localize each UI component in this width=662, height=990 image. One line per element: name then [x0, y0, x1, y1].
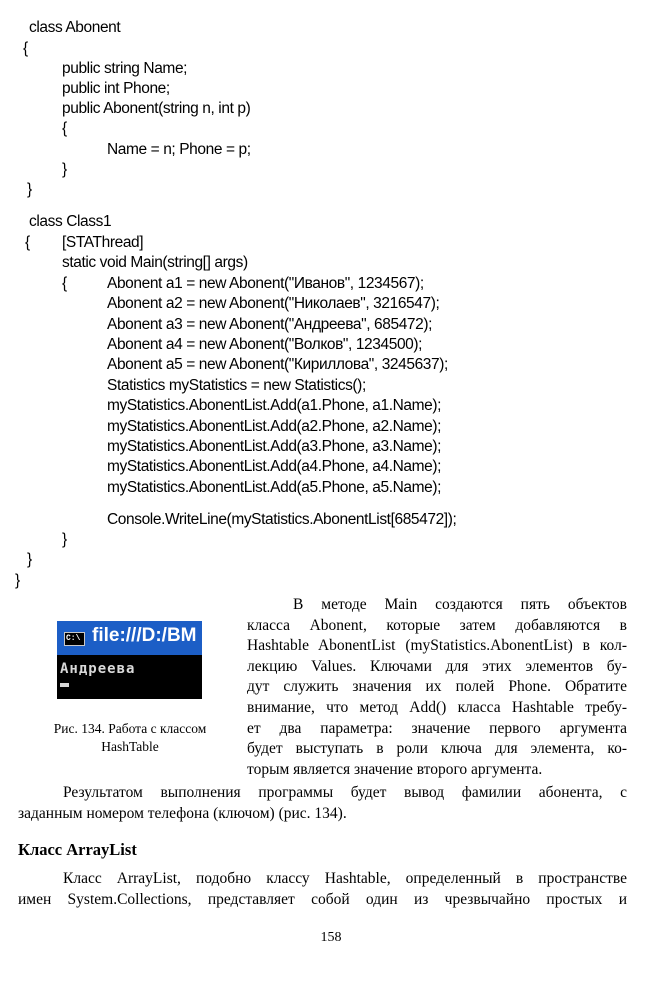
- paragraph-line: внимание, что метод Add() класса Hashtable требу-: [247, 698, 627, 716]
- paragraph-main-description: [247, 595, 627, 780]
- page-number: 158: [320, 930, 342, 945]
- paragraph-line: дут служить значения их полей Phone. Обратите: [247, 678, 627, 696]
- code-line: }: [15, 572, 20, 589]
- console-cursor: [60, 683, 69, 687]
- paragraph-arraylist: [18, 869, 627, 910]
- paragraph-line: Hashtable AbonentList (myStatistics.AbonentList) в кол-: [247, 637, 627, 655]
- paragraph-line: лекцию Values. Ключами для этих элементов бу-: [247, 657, 627, 675]
- section-heading: Класс ArrayList: [18, 840, 137, 859]
- code-line: Abonent a4 = new Abonent("Волков", 1234500);: [107, 336, 423, 353]
- console-screenshot: [57, 621, 202, 699]
- code-line: myStatistics.AbonentList.Add(a5.Phone, a5.Name);: [107, 479, 442, 496]
- code-line: }: [62, 531, 67, 548]
- paragraph-line: Результатом выполнения программы будет вывод фамилии абонента, с: [63, 784, 627, 801]
- paragraph-line: Класс ArrayList, подобно классу Hashtable, определенный в пространстве: [63, 870, 627, 887]
- console-icon: C:\: [64, 632, 85, 646]
- code-line: Abonent a2 = new Abonent("Николаев", 3216547);: [107, 295, 440, 312]
- code-line: Abonent a3 = new Abonent("Андреева", 685472);: [107, 316, 433, 333]
- code-line: public int Phone;: [62, 80, 170, 97]
- code-line: myStatistics.AbonentList.Add(a4.Phone, a4.Name);: [107, 458, 442, 475]
- code-line: public Abonent(string n, int p): [62, 100, 251, 117]
- paragraph-line: класса Abonent, которые затем добавляются в: [247, 616, 627, 634]
- code-line: [STAThread]: [62, 234, 144, 251]
- code-line: {: [62, 120, 67, 137]
- paragraph-line: торым является значение второго аргумента.: [247, 760, 543, 778]
- code-line: class Abonent: [29, 19, 121, 36]
- caption-line: HashTable: [101, 739, 159, 754]
- code-line: }: [27, 181, 32, 198]
- code-line: {: [23, 40, 28, 57]
- code-line: myStatistics.AbonentList.Add(a1.Phone, a1.Name);: [107, 397, 442, 414]
- code-line: myStatistics.AbonentList.Add(a2.Phone, a2.Name);: [107, 418, 442, 435]
- console-output: Андреева: [60, 661, 136, 677]
- code-line: {: [62, 275, 67, 292]
- code-line: public string Name;: [62, 60, 188, 77]
- paragraph-line: будет выступать в роли ключа для элемента, ко-: [247, 740, 627, 758]
- paragraph-line: В методе Main создаются пять объектов: [293, 596, 627, 613]
- figure-caption: [30, 720, 230, 756]
- code-line: {: [25, 234, 30, 251]
- paragraph-line: имен System.Collections, представляет собой один из чрезвычайно простых и: [18, 890, 627, 908]
- code-line: class Class1: [29, 213, 112, 230]
- caption-line: Рис. 134. Работа с классом: [53, 721, 207, 736]
- paragraph-line: заданным номером телефона (ключом) (рис. 134).: [18, 804, 347, 822]
- code-line: Statistics myStatistics = new Statistics();: [107, 377, 366, 394]
- code-line: Console.WriteLine(myStatistics.AbonentList[685472]);: [107, 511, 457, 528]
- paragraph-result: [18, 783, 627, 824]
- code-line: }: [62, 161, 67, 178]
- code-line: Name = n; Phone = p;: [107, 141, 251, 158]
- console-url: file:///D:/BM: [92, 625, 197, 646]
- code-line: myStatistics.AbonentList.Add(a3.Phone, a3.Name);: [107, 438, 442, 455]
- paragraph-line: ет два параметра: значение первого аргумента: [247, 719, 627, 737]
- code-line: static void Main(string[] args): [62, 254, 248, 271]
- code-line: }: [27, 551, 32, 568]
- console-title-bar: [57, 621, 202, 655]
- code-line: Abonent a1 = new Abonent("Иванов", 1234567);: [107, 275, 424, 292]
- code-line: Abonent a5 = new Abonent("Кириллова", 3245637);: [107, 356, 448, 373]
